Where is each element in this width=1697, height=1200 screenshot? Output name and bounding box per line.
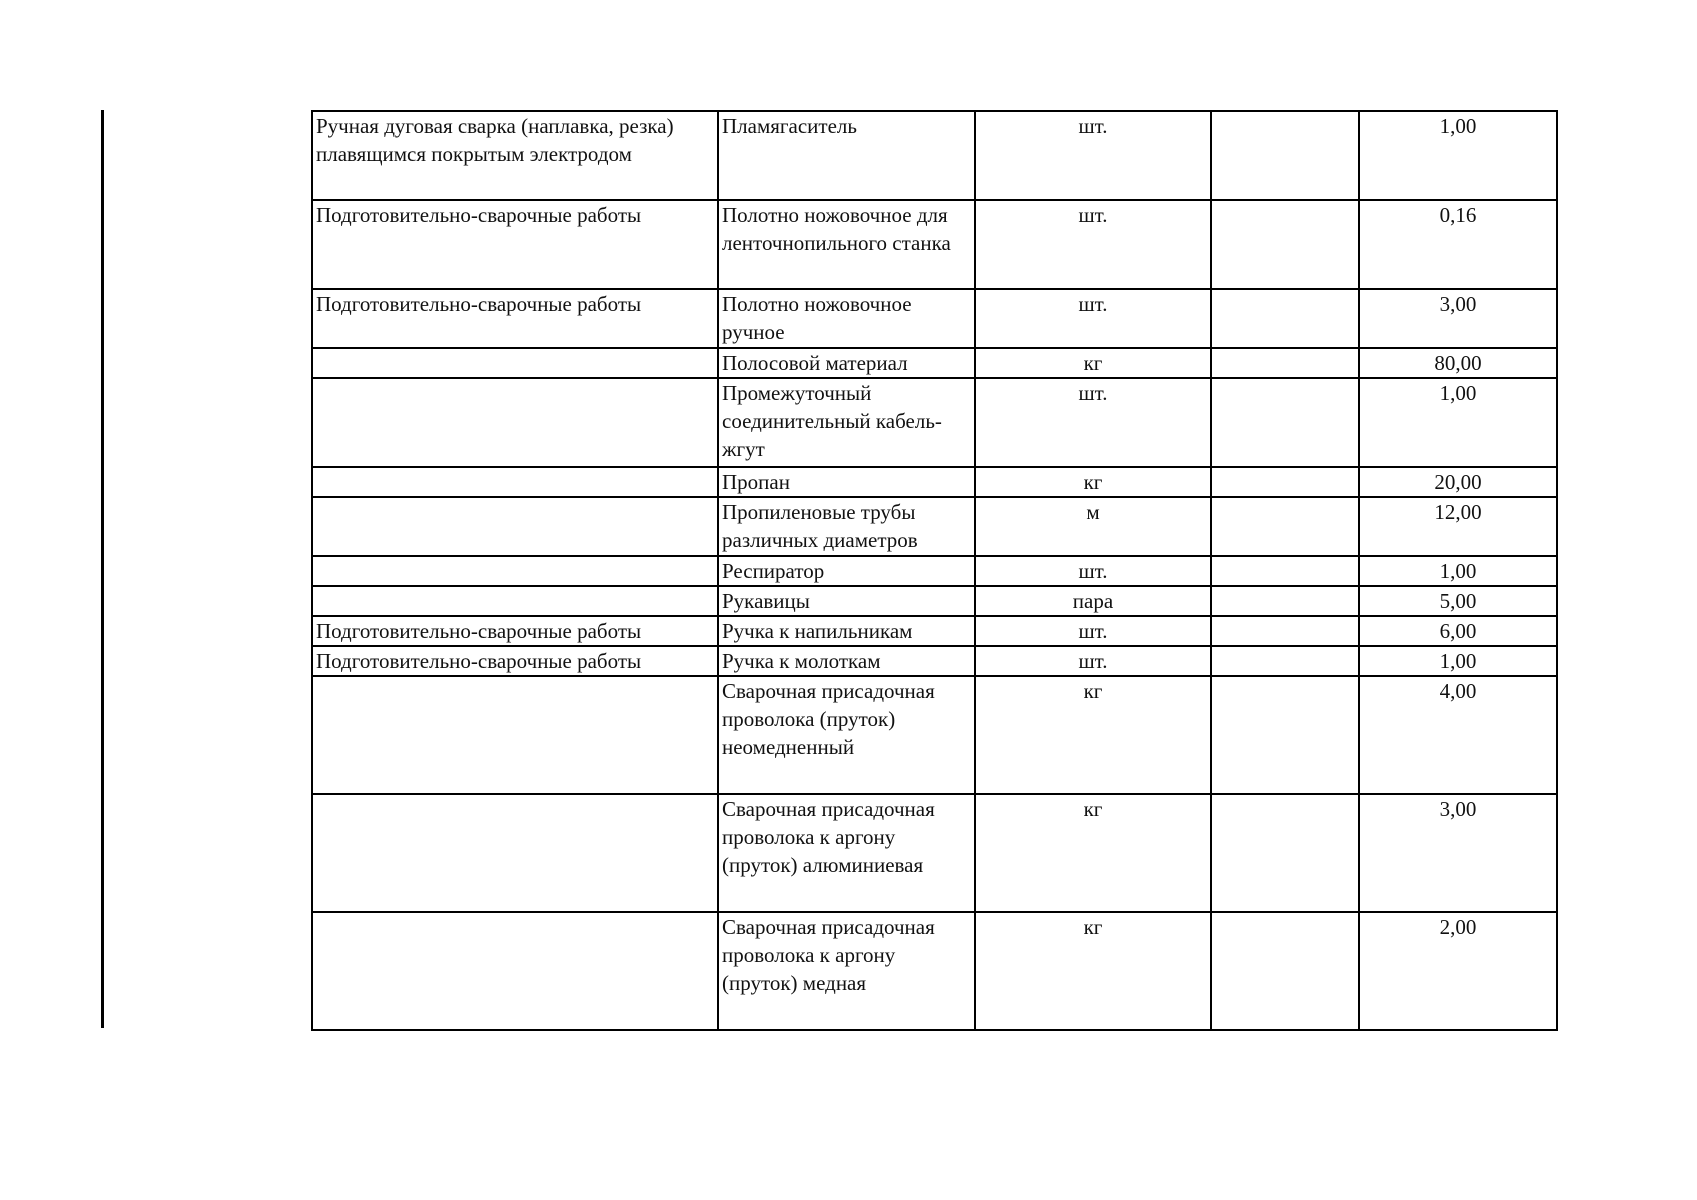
unit-cell: кг xyxy=(975,676,1211,794)
empty-cell xyxy=(1211,646,1359,676)
quantity-cell: 1,00 xyxy=(1359,646,1557,676)
empty-cell xyxy=(1211,556,1359,586)
unit-cell: шт. xyxy=(975,289,1211,348)
table-row xyxy=(312,616,1557,646)
quantity-cell: 12,00 xyxy=(1359,497,1557,556)
materials-table xyxy=(311,110,1558,1031)
unit-cell: шт. xyxy=(975,111,1211,200)
operation-cell xyxy=(312,467,718,497)
empty-cell xyxy=(1211,200,1359,289)
table-row xyxy=(312,676,1557,794)
table-row xyxy=(312,467,1557,497)
quantity-cell: 1,00 xyxy=(1359,111,1557,200)
operation-cell: Подготовительно-сварочные работы xyxy=(312,646,718,676)
operation-cell xyxy=(312,497,718,556)
operation-cell xyxy=(312,676,718,794)
unit-cell: шт. xyxy=(975,616,1211,646)
empty-cell xyxy=(1211,348,1359,378)
empty-cell xyxy=(1211,467,1359,497)
material-name-cell: Сварочная присадочная проволока к аргону (пруток) медная xyxy=(718,912,975,1030)
empty-cell xyxy=(1211,378,1359,467)
empty-cell xyxy=(1211,676,1359,794)
unit-cell: кг xyxy=(975,467,1211,497)
quantity-cell: 4,00 xyxy=(1359,676,1557,794)
quantity-cell: 3,00 xyxy=(1359,794,1557,912)
empty-cell xyxy=(1211,616,1359,646)
quantity-cell: 20,00 xyxy=(1359,467,1557,497)
material-name-cell: Пламягаситель xyxy=(718,111,975,200)
unit-cell: кг xyxy=(975,348,1211,378)
empty-cell xyxy=(1211,111,1359,200)
table-row xyxy=(312,912,1557,1030)
table-row xyxy=(312,586,1557,616)
operation-cell xyxy=(312,556,718,586)
material-name-cell: Полотно ножовочное для ленточнопильного станка xyxy=(718,200,975,289)
operation-cell xyxy=(312,348,718,378)
table-row xyxy=(312,348,1557,378)
material-name-cell: Рукавицы xyxy=(718,586,975,616)
material-name-cell: Ручка к молоткам xyxy=(718,646,975,676)
quantity-cell: 3,00 xyxy=(1359,289,1557,348)
quantity-cell: 5,00 xyxy=(1359,586,1557,616)
material-name-cell: Пропиленовые трубы различных диаметров xyxy=(718,497,975,556)
unit-cell: пара xyxy=(975,586,1211,616)
material-name-cell: Промежуточный соединительный кабель-жгут xyxy=(718,378,975,467)
table-row xyxy=(312,200,1557,289)
unit-cell: шт. xyxy=(975,378,1211,467)
quantity-cell: 80,00 xyxy=(1359,348,1557,378)
empty-cell xyxy=(1211,586,1359,616)
operation-cell xyxy=(312,586,718,616)
operation-cell xyxy=(312,912,718,1030)
table-row xyxy=(312,497,1557,556)
operation-cell: Ручная дуговая сварка (наплавка, резка) плавящимся покрытым электродом xyxy=(312,111,718,200)
material-name-cell: Полотно ножовочное ручное xyxy=(718,289,975,348)
table-row xyxy=(312,111,1557,200)
table-row xyxy=(312,646,1557,676)
material-name-cell: Респиратор xyxy=(718,556,975,586)
operation-cell xyxy=(312,378,718,467)
quantity-cell: 0,16 xyxy=(1359,200,1557,289)
unit-cell: м xyxy=(975,497,1211,556)
unit-cell: кг xyxy=(975,794,1211,912)
material-name-cell: Полосовой материал xyxy=(718,348,975,378)
unit-cell: шт. xyxy=(975,200,1211,289)
operation-cell: Подготовительно-сварочные работы xyxy=(312,616,718,646)
empty-cell xyxy=(1211,794,1359,912)
quantity-cell: 2,00 xyxy=(1359,912,1557,1030)
material-name-cell: Ручка к напильникам xyxy=(718,616,975,646)
empty-cell xyxy=(1211,289,1359,348)
empty-cell xyxy=(1211,497,1359,556)
table-row xyxy=(312,289,1557,348)
quantity-cell: 6,00 xyxy=(1359,616,1557,646)
material-name-cell: Сварочная присадочная проволока к аргону (пруток) алюминиевая xyxy=(718,794,975,912)
table-row xyxy=(312,556,1557,586)
quantity-cell: 1,00 xyxy=(1359,378,1557,467)
operation-cell: Подготовительно-сварочные работы xyxy=(312,200,718,289)
operation-cell: Подготовительно-сварочные работы xyxy=(312,289,718,348)
operation-cell xyxy=(312,794,718,912)
empty-cell xyxy=(1211,912,1359,1030)
material-name-cell: Пропан xyxy=(718,467,975,497)
material-name-cell: Сварочная присадочная проволока (пруток) неомедненный xyxy=(718,676,975,794)
table-row xyxy=(312,378,1557,467)
quantity-cell: 1,00 xyxy=(1359,556,1557,586)
table-row xyxy=(312,794,1557,912)
unit-cell: кг xyxy=(975,912,1211,1030)
unit-cell: шт. xyxy=(975,646,1211,676)
unit-cell: шт. xyxy=(975,556,1211,586)
page-margin-line xyxy=(101,110,104,1028)
